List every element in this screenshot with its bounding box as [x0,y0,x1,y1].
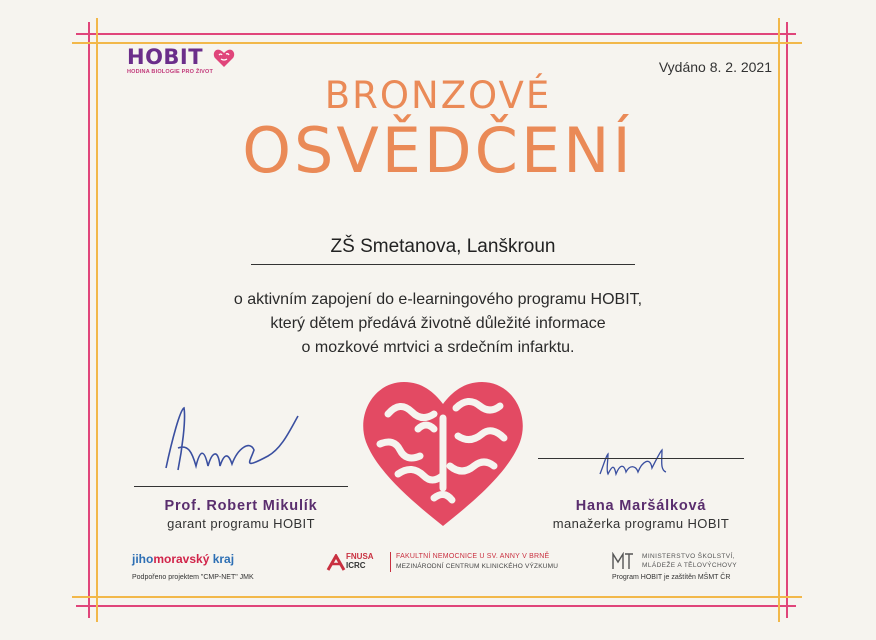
recipient-underline [251,264,635,265]
description-line: který dětem předává životně důležité informace [270,315,606,332]
fnusa-logo-text: FNUSA [346,552,374,561]
logo-name: HOBIT [127,45,204,69]
fnusa-divider [390,552,391,572]
fnusa-subtitle: MEZINÁRODNÍ CENTRUM KLINICKÉHO VÝZKUMU [396,563,559,570]
signatory-name-left: Prof. Robert Mikulík [164,498,318,514]
region-logo [132,552,292,581]
signatory-role-right: manažerka programu HOBIT [552,516,730,531]
signature-line-left [134,486,348,487]
fnusa-name: FAKULTNÍ NEMOCNICE U SV. ANNY V BRNĚ [396,553,550,560]
description-line: o mozkové mrtvici a srdečním infarktu. [301,339,575,356]
signatory-name-right: Hana Maršálková [575,498,707,514]
issue-date: Vydáno 8. 2. 2021 [658,59,772,75]
description-line: o aktivním zapojení do e-learningového programu HOBIT, [233,291,643,308]
signature-line-right [538,458,744,459]
logo-tagline: HODINA BIOLOGIE PRO ŽIVOT [127,69,214,75]
certificate-description [150,288,726,360]
certificate-title-line1: BRONZOVÉ [324,74,552,117]
icrc-logo-text: ICRC [346,561,366,570]
msmt-name-line1: MINISTERSTVO ŠKOLSTVÍ, [642,553,735,560]
fnusa-mark-icon [326,554,346,572]
region-support-note: Podpořeno projektem "CMP-NET" JMK [132,574,254,581]
certificate-title-line2: OSVĚDČENÍ [242,114,634,187]
signature-marsalkova [596,446,676,482]
signature-mikulik [158,400,308,480]
msmt-mark-icon [612,552,634,570]
recipient-name: ZŠ Smetanova, Lanškroun [330,236,556,257]
signatory-role-left: garant programu HOBIT [167,516,315,531]
brain-heart-illustration [358,374,528,534]
msmt-name-line2: MLÁDEŽE A TĚLOVÝCHOVY [642,562,737,569]
msmt-patronage-note: Program HOBIT je zaštítěn MŠMT ČR [612,574,731,581]
region-name: jihomoravský kraj [132,552,235,566]
hobit-logo [127,46,213,75]
brain-heart-icon [213,48,235,68]
